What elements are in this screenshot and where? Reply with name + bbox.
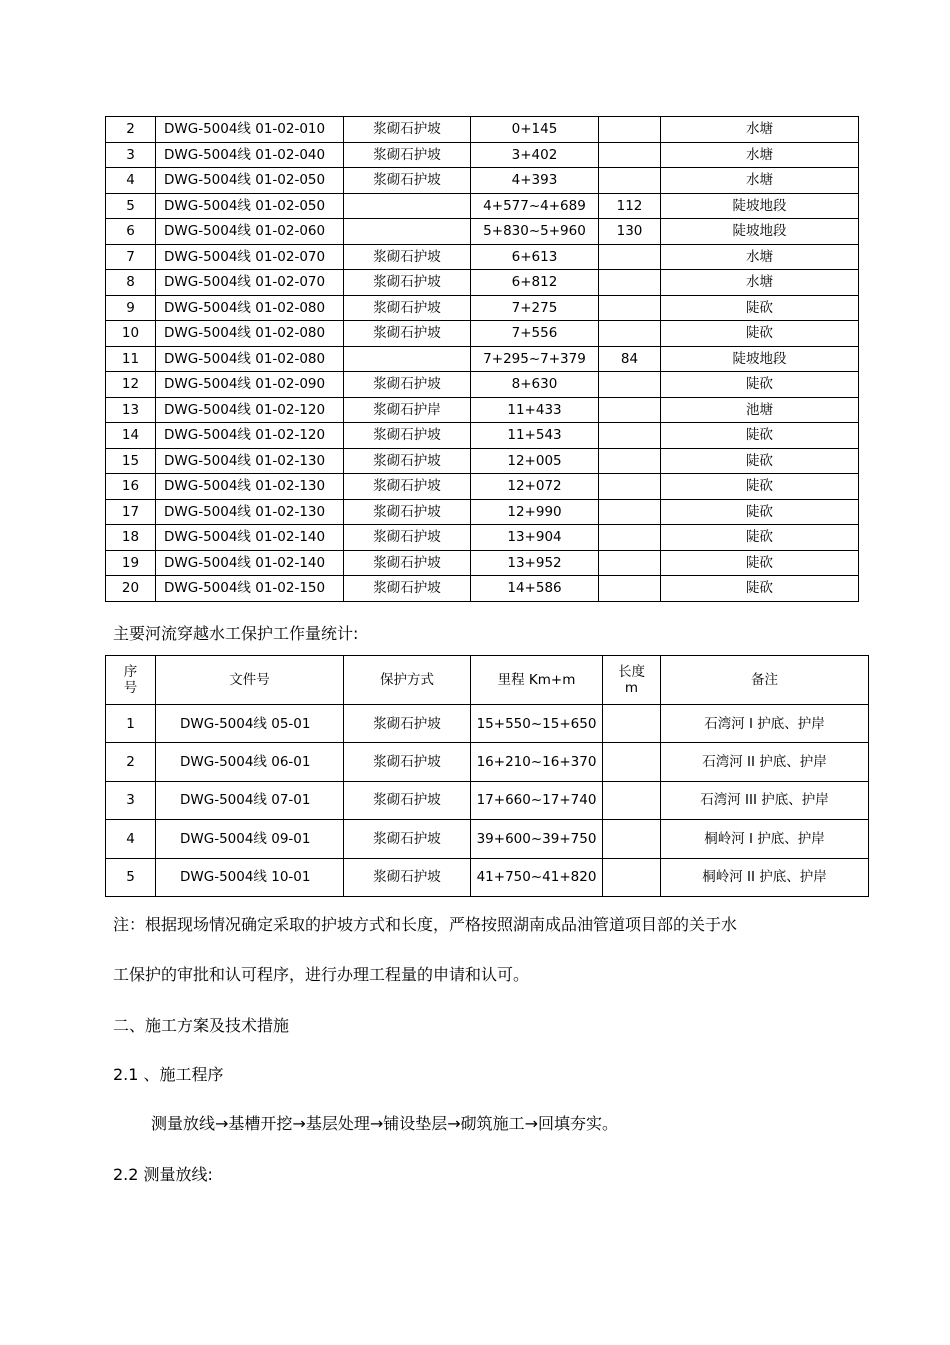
cell-mileage: 7+295~7+379 <box>471 346 599 372</box>
cell-doc: DWG-5004线 01-02-140 <box>156 550 344 576</box>
table-row <box>106 858 869 896</box>
cell-no: 10 <box>106 321 156 347</box>
table-row <box>106 295 859 321</box>
heading-2-1: 2.1 、施工程序 <box>113 1065 224 1084</box>
cell-method: 浆砌石护坡 <box>344 142 471 168</box>
cell-note: 桐岭河 I 护底、护岸 <box>661 820 869 858</box>
cell-note: 陡砍 <box>661 295 859 321</box>
cell-length <box>599 295 661 321</box>
cell-no: 15 <box>106 448 156 474</box>
cell-length <box>603 705 661 743</box>
heading-2-2: 2.2 测量放线: <box>113 1165 213 1184</box>
cell-method: 浆砌石护岸 <box>344 397 471 423</box>
cell-no: 3 <box>106 781 156 819</box>
cell-method: 浆砌石护坡 <box>344 117 471 143</box>
table-header-row <box>106 656 869 705</box>
cell-length <box>599 550 661 576</box>
cell-length <box>599 244 661 270</box>
cell-no: 11 <box>106 346 156 372</box>
cell-doc: DWG-5004线 01-02-070 <box>156 270 344 296</box>
cell-note: 水塘 <box>661 168 859 194</box>
cell-no: 13 <box>106 397 156 423</box>
cell-note: 水塘 <box>661 117 859 143</box>
cell-length <box>603 743 661 781</box>
cell-mileage: 12+990 <box>471 499 599 525</box>
cell-mileage: 14+586 <box>471 576 599 602</box>
cell-no: 4 <box>106 820 156 858</box>
cell-length <box>599 423 661 449</box>
table-row <box>106 448 859 474</box>
cell-method: 浆砌石护坡 <box>344 858 471 896</box>
cell-doc: DWG-5004线 01-02-140 <box>156 525 344 551</box>
cell-mileage: 13+952 <box>471 550 599 576</box>
cell-mileage: 0+145 <box>471 117 599 143</box>
slope-protection-table <box>105 116 859 602</box>
cell-note: 桐岭河 II 护底、护岸 <box>661 858 869 896</box>
cell-method: 浆砌石护坡 <box>344 423 471 449</box>
table-row <box>106 244 859 270</box>
cell-length <box>599 372 661 398</box>
cell-note: 陡砍 <box>661 423 859 449</box>
header-length: 长度 m <box>603 656 661 705</box>
cell-note: 陡砍 <box>661 525 859 551</box>
cell-doc: DWG-5004线 01-02-080 <box>156 346 344 372</box>
cell-length: 130 <box>599 219 661 245</box>
cell-mileage: 11+433 <box>471 397 599 423</box>
cell-length <box>599 474 661 500</box>
header-note: 备注 <box>661 656 869 705</box>
cell-length: 112 <box>599 193 661 219</box>
table-row <box>106 499 859 525</box>
cell-length <box>603 781 661 819</box>
cell-note: 陡砍 <box>661 499 859 525</box>
cell-length <box>599 448 661 474</box>
cell-method <box>344 346 471 372</box>
cell-method: 浆砌石护坡 <box>344 820 471 858</box>
cell-method: 浆砌石护坡 <box>344 244 471 270</box>
cell-mileage: 17+660~17+740 <box>471 781 603 819</box>
cell-length <box>603 858 661 896</box>
table-row <box>106 525 859 551</box>
cell-no: 8 <box>106 270 156 296</box>
cell-doc: DWG-5004线 01-02-130 <box>156 448 344 474</box>
cell-length: 84 <box>599 346 661 372</box>
cell-length <box>599 397 661 423</box>
cell-doc: DWG-5004线 01-02-080 <box>156 295 344 321</box>
table-row <box>106 397 859 423</box>
cell-method: 浆砌石护坡 <box>344 448 471 474</box>
cell-doc: DWG-5004线 01-02-010 <box>156 117 344 143</box>
cell-doc: DWG-5004线 01-02-060 <box>156 219 344 245</box>
cell-no: 17 <box>106 499 156 525</box>
river-section-title: 主要河流穿越水工保护工作量统计: <box>113 624 359 643</box>
cell-length <box>599 117 661 143</box>
cell-no: 20 <box>106 576 156 602</box>
cell-method: 浆砌石护坡 <box>344 576 471 602</box>
cell-length <box>599 525 661 551</box>
cell-method: 浆砌石护坡 <box>344 295 471 321</box>
cell-mileage: 4+577~4+689 <box>471 193 599 219</box>
cell-note: 石湾河 II 护底、护岸 <box>661 743 869 781</box>
note-line-1: 注：根据现场情况确定采取的护坡方式和长度，严格按照湖南成品油管道项目部的关于水 <box>113 915 738 934</box>
table-row <box>106 193 859 219</box>
table-row <box>106 705 869 743</box>
cell-no: 4 <box>106 168 156 194</box>
cell-method: 浆砌石护坡 <box>344 474 471 500</box>
cell-doc: DWG-5004线 05-01 <box>156 705 344 743</box>
table-row <box>106 346 859 372</box>
cell-length <box>599 142 661 168</box>
cell-note: 水塘 <box>661 244 859 270</box>
cell-doc: DWG-5004线 01-02-080 <box>156 321 344 347</box>
table-row <box>106 550 859 576</box>
cell-method: 浆砌石护坡 <box>344 270 471 296</box>
cell-note: 石湾河 I 护底、护岸 <box>661 705 869 743</box>
cell-note: 陡砍 <box>661 321 859 347</box>
cell-note: 池塘 <box>661 397 859 423</box>
cell-note: 陡砍 <box>661 474 859 500</box>
cell-doc: DWG-5004线 06-01 <box>156 743 344 781</box>
table-row <box>106 219 859 245</box>
cell-no: 5 <box>106 193 156 219</box>
cell-length <box>599 321 661 347</box>
cell-length <box>599 576 661 602</box>
cell-doc: DWG-5004线 07-01 <box>156 781 344 819</box>
table-row <box>106 270 859 296</box>
cell-mileage: 15+550~15+650 <box>471 705 603 743</box>
cell-method: 浆砌石护坡 <box>344 743 471 781</box>
cell-note: 陡砍 <box>661 550 859 576</box>
cell-mileage: 8+630 <box>471 372 599 398</box>
table-row <box>106 781 869 819</box>
header-no: 序 号 <box>106 656 156 705</box>
cell-no: 7 <box>106 244 156 270</box>
cell-doc: DWG-5004线 01-02-130 <box>156 474 344 500</box>
cell-mileage: 5+830~5+960 <box>471 219 599 245</box>
cell-method: 浆砌石护坡 <box>344 372 471 398</box>
cell-method: 浆砌石护坡 <box>344 705 471 743</box>
cell-no: 18 <box>106 525 156 551</box>
cell-mileage: 7+556 <box>471 321 599 347</box>
cell-doc: DWG-5004线 01-02-120 <box>156 397 344 423</box>
table-row <box>106 423 859 449</box>
cell-mileage: 16+210~16+370 <box>471 743 603 781</box>
cell-doc: DWG-5004线 01-02-050 <box>156 168 344 194</box>
cell-no: 1 <box>106 705 156 743</box>
cell-doc: DWG-5004线 01-02-130 <box>156 499 344 525</box>
cell-note: 石湾河 III 护底、护岸 <box>661 781 869 819</box>
header-method: 保护方式 <box>344 656 471 705</box>
cell-length <box>599 270 661 296</box>
header-doc: 文件号 <box>156 656 344 705</box>
cell-method: 浆砌石护坡 <box>344 168 471 194</box>
cell-method: 浆砌石护坡 <box>344 525 471 551</box>
cell-length <box>599 499 661 525</box>
cell-no: 12 <box>106 372 156 398</box>
cell-no: 5 <box>106 858 156 896</box>
note-line-2: 工保护的审批和认可程序，进行办理工程量的申请和认可。 <box>113 965 530 984</box>
table-row <box>106 372 859 398</box>
cell-mileage: 12+072 <box>471 474 599 500</box>
cell-mileage: 11+543 <box>471 423 599 449</box>
cell-no: 2 <box>106 743 156 781</box>
cell-mileage: 4+393 <box>471 168 599 194</box>
cell-note: 陡坡地段 <box>661 346 859 372</box>
cell-doc: DWG-5004线 01-02-090 <box>156 372 344 398</box>
cell-method: 浆砌石护坡 <box>344 781 471 819</box>
cell-note: 陡砍 <box>661 372 859 398</box>
cell-doc: DWG-5004线 10-01 <box>156 858 344 896</box>
cell-doc: DWG-5004线 01-02-040 <box>156 142 344 168</box>
cell-method: 浆砌石护坡 <box>344 499 471 525</box>
river-crossing-table <box>105 655 869 897</box>
cell-no: 2 <box>106 117 156 143</box>
cell-no: 9 <box>106 295 156 321</box>
table-row <box>106 117 859 143</box>
cell-mileage: 7+275 <box>471 295 599 321</box>
table-row <box>106 576 859 602</box>
cell-method <box>344 219 471 245</box>
cell-method <box>344 193 471 219</box>
cell-mileage: 39+600~39+750 <box>471 820 603 858</box>
cell-no: 14 <box>106 423 156 449</box>
cell-note: 水塘 <box>661 270 859 296</box>
cell-note: 陡砍 <box>661 576 859 602</box>
table-row <box>106 743 869 781</box>
cell-doc: DWG-5004线 01-02-150 <box>156 576 344 602</box>
header-mileage: 里程 Km+m <box>471 656 603 705</box>
cell-note: 水塘 <box>661 142 859 168</box>
cell-note: 陡坡地段 <box>661 219 859 245</box>
cell-note: 陡坡地段 <box>661 193 859 219</box>
cell-length <box>603 820 661 858</box>
cell-no: 6 <box>106 219 156 245</box>
cell-mileage: 41+750~41+820 <box>471 858 603 896</box>
heading-2: 二、施工方案及技术措施 <box>113 1016 290 1035</box>
cell-note: 陡砍 <box>661 448 859 474</box>
table-row <box>106 168 859 194</box>
table-row <box>106 321 859 347</box>
cell-no: 16 <box>106 474 156 500</box>
cell-doc: DWG-5004线 09-01 <box>156 820 344 858</box>
table-row <box>106 820 869 858</box>
cell-no: 3 <box>106 142 156 168</box>
table-row <box>106 474 859 500</box>
cell-mileage: 12+005 <box>471 448 599 474</box>
cell-doc: DWG-5004线 01-02-050 <box>156 193 344 219</box>
cell-doc: DWG-5004线 01-02-070 <box>156 244 344 270</box>
cell-mileage: 6+812 <box>471 270 599 296</box>
cell-doc: DWG-5004线 01-02-120 <box>156 423 344 449</box>
cell-length <box>599 168 661 194</box>
cell-mileage: 13+904 <box>471 525 599 551</box>
cell-mileage: 3+402 <box>471 142 599 168</box>
cell-method: 浆砌石护坡 <box>344 321 471 347</box>
cell-mileage: 6+613 <box>471 244 599 270</box>
table-row <box>106 142 859 168</box>
cell-method: 浆砌石护坡 <box>344 550 471 576</box>
cell-no: 19 <box>106 550 156 576</box>
procedure-text: 测量放线→基槽开挖→基层处理→铺设垫层→砌筑施工→回填夯实。 <box>151 1114 619 1133</box>
